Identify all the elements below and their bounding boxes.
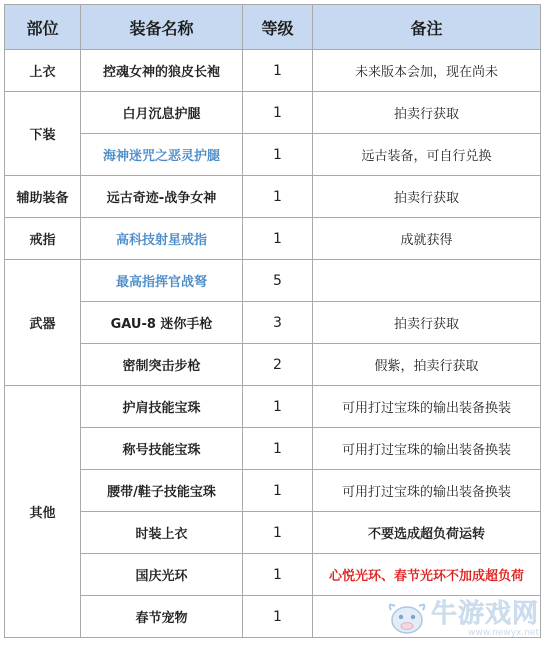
item-note-cell: 可用打过宝珠的输出装备换装 [313,386,541,428]
watermark-text: 牛游戏网 [430,599,539,629]
item-name-cell: 海神迷咒之恶灵护腿 [81,134,243,176]
table-header-row [5,5,541,50]
item-note-cell: 不要选成超负荷运转 [313,512,541,554]
equipment-table [4,4,541,638]
table-row [5,344,541,386]
item-note-cell [313,260,541,302]
table-body [5,50,541,638]
item-level-cell: 1 [243,134,313,176]
table-row [5,596,541,638]
header-part: 部位 [5,5,81,50]
item-level-cell: 1 [243,470,313,512]
item-note-cell: 拍卖行获取 [313,92,541,134]
table-row [5,134,541,176]
item-note-cell: 假紫，拍卖行获取 [313,344,541,386]
table-row [5,386,541,428]
item-name-cell: 最高指挥官战弩 [81,260,243,302]
watermark-url: www.newyx.net [467,628,539,638]
item-name-cell: 称号技能宝珠 [81,428,243,470]
item-name-cell: 远古奇迹-战争女神 [81,176,243,218]
item-note-cell: 成就获得 [313,218,541,260]
item-level-cell: 3 [243,302,313,344]
item-level-cell: 1 [243,554,313,596]
item-name-cell: GAU-8 迷你手枪 [81,302,243,344]
item-level-cell: 1 [243,386,313,428]
header-level: 等级 [243,5,313,50]
item-name-cell: 密制突击步枪 [81,344,243,386]
part-cell: 下装 [5,92,81,176]
item-note-cell: 可用打过宝珠的输出装备换装 [313,470,541,512]
item-note-cell: 拍卖行获取 [313,176,541,218]
item-level-cell: 5 [243,260,313,302]
item-note-cell: 远古装备，可自行兑换 [313,134,541,176]
item-note-cell [313,596,541,638]
table-row [5,302,541,344]
table-row [5,218,541,260]
item-name-cell: 高科技射星戒指 [81,218,243,260]
item-note-cell: 心悦光环、春节光环不加成超负荷 [313,554,541,596]
table-row [5,428,541,470]
item-name-cell: 春节宠物 [81,596,243,638]
item-name-cell: 国庆光环 [81,554,243,596]
table-row [5,92,541,134]
header-name: 装备名称 [81,5,243,50]
item-level-cell: 1 [243,596,313,638]
table-row [5,554,541,596]
part-cell: 其他 [5,386,81,638]
item-note-cell: 可用打过宝珠的输出装备换装 [313,428,541,470]
item-name-cell: 护肩技能宝珠 [81,386,243,428]
part-cell: 辅助装备 [5,176,81,218]
item-level-cell: 2 [243,344,313,386]
part-cell: 上衣 [5,50,81,92]
item-level-cell: 1 [243,50,313,92]
table-row [5,260,541,302]
item-level-cell: 1 [243,428,313,470]
item-name-cell: 白月沉息护腿 [81,92,243,134]
item-note-cell: 未来版本会加，现在尚未 [313,50,541,92]
item-name-cell: 时装上衣 [81,512,243,554]
item-note-cell: 拍卖行获取 [313,302,541,344]
item-name-cell: 控魂女神的狼皮长袍 [81,50,243,92]
item-level-cell: 1 [243,512,313,554]
item-level-cell: 1 [243,218,313,260]
table-row [5,176,541,218]
item-level-cell: 1 [243,92,313,134]
part-cell: 武器 [5,260,81,386]
header-note: 备注 [313,5,541,50]
item-level-cell: 1 [243,176,313,218]
part-cell: 戒指 [5,218,81,260]
table-row [5,50,541,92]
item-name-cell: 腰带/鞋子技能宝珠 [81,470,243,512]
table-row [5,512,541,554]
table-row [5,470,541,512]
